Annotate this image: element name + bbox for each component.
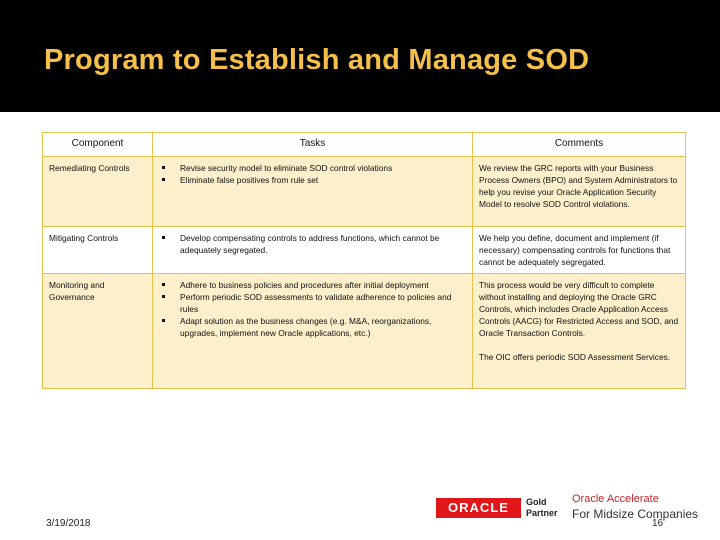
tasks-cell [153,227,473,274]
header-tasks: Tasks [153,133,473,157]
slide-date: 3/19/2018 [46,518,91,529]
gold-text: Gold [526,497,547,507]
comments-cell [473,227,686,274]
comment-text: The OIC offers periodic SOD Assessment Services. [479,352,671,362]
task-item: Revise security model to eliminate SOD control violations [159,162,466,174]
midsize-label: For Midsize Companies [572,507,699,521]
tasks-cell [153,157,473,227]
comment-text: We help you define, document and implement (if necessary) compensating controls for functions that cannot be adequately segregated. [479,233,671,267]
page-number: 16 [652,518,664,529]
header-comments: Comments [473,133,686,157]
component-cell: Mitigating Controls [43,227,153,274]
comment-text: This process would be very difficult to complete without installing and deploying the Oracle GRC Controls, which includes Oracle Application Access Controls (AACG) for Restricted Access and SOD, and Oracle Transaction Controls. [479,280,679,338]
comments-cell [473,274,686,389]
sod-table [42,132,686,389]
gold-partner-label [526,497,558,519]
task-item: Adapt solution as the business changes (e.g. M&A, reorganizations, upgrades, implement new Oracle applications, etc.) [159,315,466,339]
oracle-logo: ORACLE [436,498,521,518]
tasks-cell [153,274,473,389]
comments-cell [473,157,686,227]
comment-text: We review the GRC reports with your Business Process Owners (BPO) and System Administrators to help you revise your Oracle Application Security Model to resolve SOD Control violations. [479,163,678,209]
task-item: Adhere to business policies and procedures after initial deployment [159,279,466,291]
task-item: Develop compensating controls to address functions, which cannot be adequately segregated. [159,232,466,256]
header-component: Component [43,133,153,157]
accelerate-label: Oracle Accelerate [572,493,659,505]
table-row [43,227,686,274]
task-item: Perform periodic SOD assessments to validate adherence to policies and rules [159,291,466,315]
component-cell: Monitoring and Governance [43,274,153,389]
table-row [43,157,686,227]
partner-text: Partner [526,508,558,518]
table-row [43,274,686,389]
component-cell: Remediating Controls [43,157,153,227]
slide-title: Program to Establish and Manage SOD [44,44,590,76]
task-item: Eliminate false positives from rule set [159,174,466,186]
table-header [43,133,686,157]
